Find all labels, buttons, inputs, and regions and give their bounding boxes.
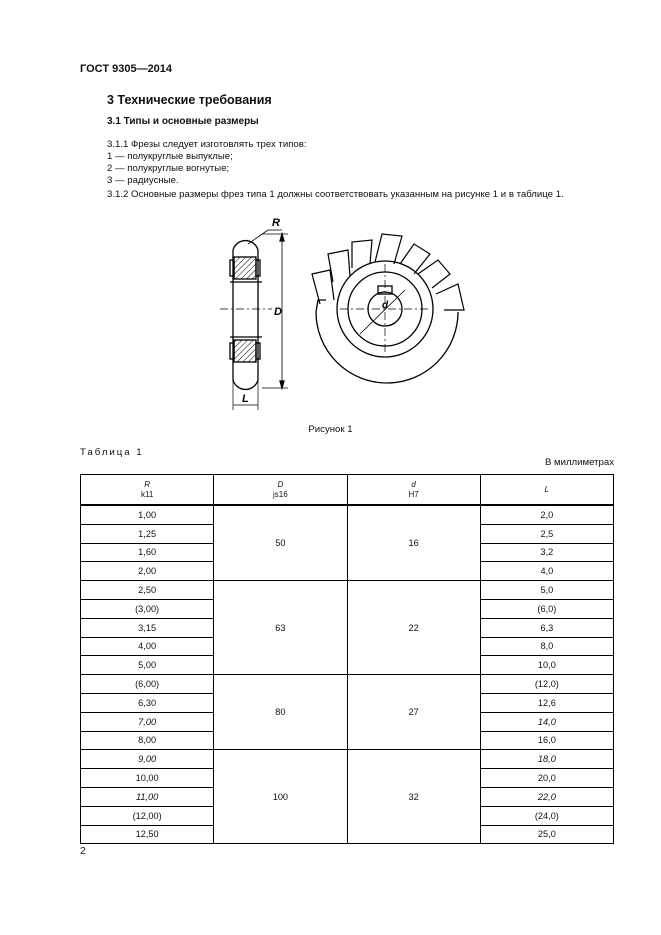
cell-L: 2,5	[480, 524, 613, 543]
cell-L: 6,3	[480, 618, 613, 637]
cell-L: 10,0	[480, 656, 613, 675]
section-title: 3 Технические требования	[107, 93, 272, 107]
table-row	[81, 675, 614, 694]
paragraph: 3 — радиусные.	[107, 175, 179, 186]
standard-header: ГОСТ 9305—2014	[80, 63, 173, 75]
cell-L: 18,0	[480, 750, 613, 769]
cell-L: 22,0	[480, 787, 613, 806]
cell-R: 6,30	[81, 693, 214, 712]
table-row	[81, 750, 614, 769]
cell-L: 20,0	[480, 769, 613, 788]
cell-R: (12,00)	[81, 806, 214, 825]
cell-R: 1,25	[81, 524, 214, 543]
cell-d: 27	[347, 675, 480, 750]
cell-R: 8,00	[81, 731, 214, 750]
table-row	[81, 505, 614, 524]
label-L: L	[242, 393, 249, 405]
cell-D: 50	[214, 505, 347, 581]
cell-R: 12,50	[81, 825, 214, 844]
label-D: D	[274, 306, 282, 318]
col-header-d: d H7	[347, 475, 480, 506]
cell-R: 1,00	[81, 505, 214, 524]
section-subtitle: 3.1 Типы и основные размеры	[107, 116, 259, 127]
page-number: 2	[80, 845, 86, 857]
paragraph: 3.1.2 Основные размеры фрез типа 1 должны соответствовать указанным на рисунке 1 и в таблице 1.	[107, 189, 564, 200]
cell-R: 9,00	[81, 750, 214, 769]
cell-L: 2,0	[480, 505, 613, 524]
cell-L: 8,0	[480, 637, 613, 656]
col-header-D: D js16	[214, 475, 347, 506]
paragraph: 2 — полукруглые вогнутые;	[107, 163, 230, 174]
cell-L: 25,0	[480, 825, 613, 844]
cell-L: 16,0	[480, 731, 613, 750]
cell-R: 3,15	[81, 618, 214, 637]
cell-L: 3,2	[480, 543, 613, 562]
cell-R: (3,00)	[81, 599, 214, 618]
cell-D: 63	[214, 581, 347, 675]
cell-R: (6,00)	[81, 675, 214, 694]
table-row	[81, 581, 614, 600]
cell-R: 10,00	[81, 769, 214, 788]
cell-L: (6,0)	[480, 599, 613, 618]
cell-R: 2,00	[81, 562, 214, 581]
cell-D: 80	[214, 675, 347, 750]
cell-R: 4,00	[81, 637, 214, 656]
cell-L: (12,0)	[480, 675, 613, 694]
cell-R: 1,60	[81, 543, 214, 562]
cell-L: 4,0	[480, 562, 613, 581]
cell-D: 100	[214, 750, 347, 844]
label-d: d	[382, 300, 389, 311]
label-R: R	[272, 217, 280, 229]
cell-L: 5,0	[480, 581, 613, 600]
col-header-L: L	[480, 475, 613, 506]
cell-R: 11,00	[81, 787, 214, 806]
side-view	[220, 230, 288, 410]
figure-caption: Рисунок 1	[308, 424, 353, 435]
cell-R: 7,00	[81, 712, 214, 731]
cell-d: 22	[347, 581, 480, 675]
cell-L: (24,0)	[480, 806, 613, 825]
table-label: Таблица 1	[80, 447, 144, 458]
paragraph: 3.1.1 Фрезы следует изготовлять трех типов:	[107, 139, 307, 150]
cell-d: 16	[347, 505, 480, 581]
dimensions-table	[80, 474, 614, 844]
cell-R: 2,50	[81, 581, 214, 600]
cell-L: 12,6	[480, 693, 613, 712]
col-header-R: R k11	[81, 475, 214, 506]
cell-R: 5,00	[81, 656, 214, 675]
table-units: В миллиметрах	[544, 457, 614, 468]
figure-cutter-drawing	[200, 212, 480, 412]
cell-d: 32	[347, 750, 480, 844]
cell-L: 14,0	[480, 712, 613, 731]
paragraph: 1 — полукруглые выпуклые;	[107, 151, 233, 162]
